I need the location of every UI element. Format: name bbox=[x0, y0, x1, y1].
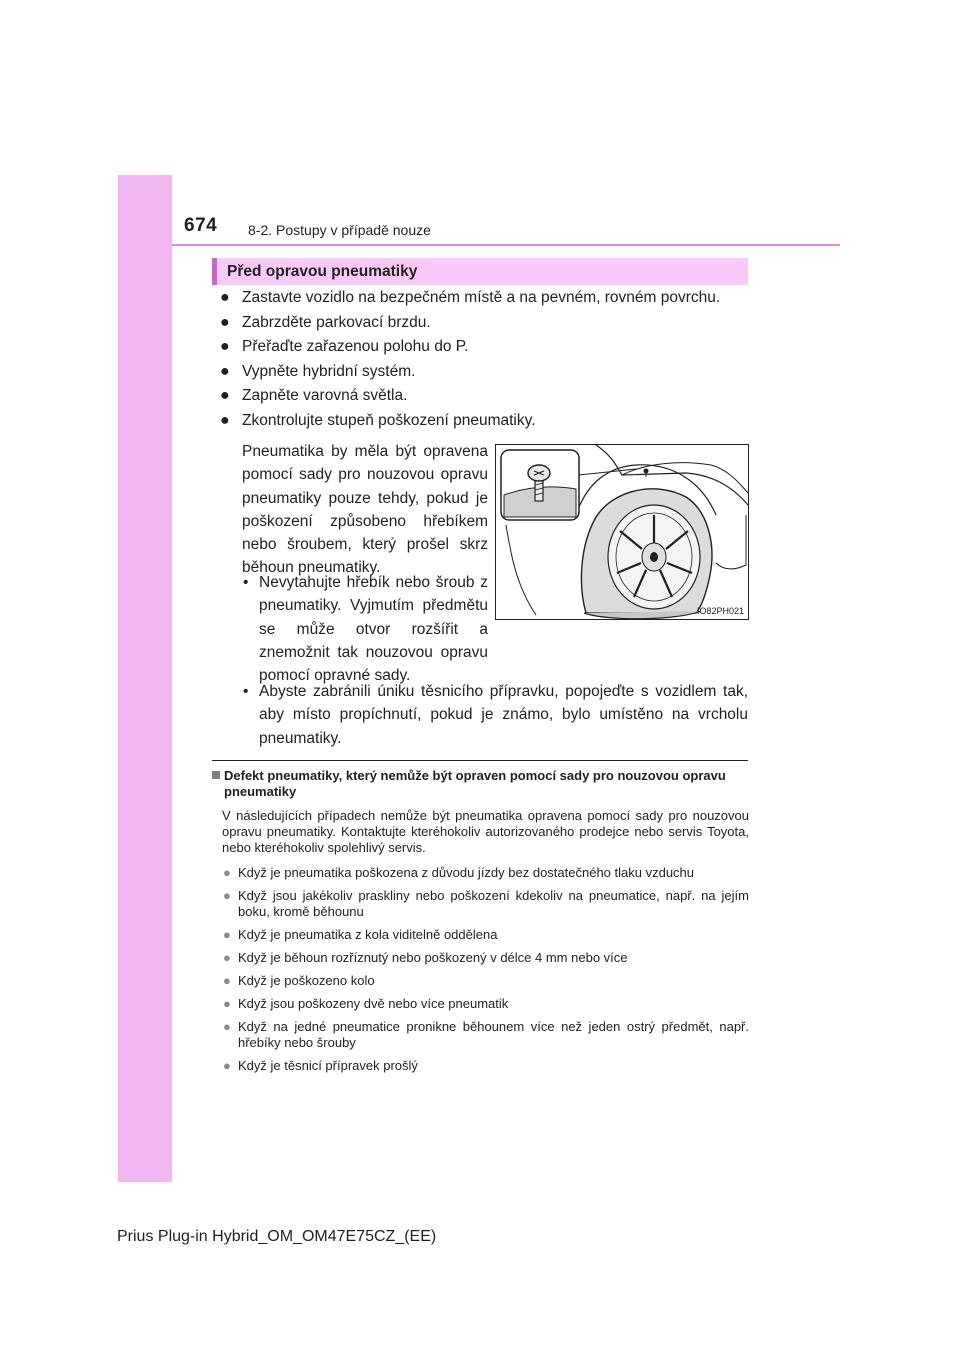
list-item: ● Vypněte hybridní systém. bbox=[220, 362, 416, 380]
bullet-icon: ● bbox=[220, 362, 230, 380]
list-item: ● Když je pneumatika poškozena z důvodu jízdy bez dostatečného tlaku vzduchu bbox=[223, 865, 695, 880]
list-item: ● Když je těsnicí přípravek prošlý bbox=[223, 1058, 418, 1073]
list-item: ● Přeřaďte zařazenou polohu do P. bbox=[220, 338, 469, 355]
sub-bullet-icon: • bbox=[243, 574, 249, 591]
list-item: ● Zastavte vozidlo na bezpečném místě a na pevném, rovném povrchu. bbox=[220, 289, 721, 306]
list-item: ● Když je pneumatika z kola viditelně oddělena bbox=[223, 927, 498, 942]
side-tab-band bbox=[118, 175, 172, 1182]
list-item: ● Zkontrolujte stupeň poškození pneumatiky. bbox=[220, 411, 536, 429]
list-item: ● Když jsou jakékoliv praskliny nebo poškození kdekoliv na pneumatice, např. na jejím boku, kromě běhounu bbox=[223, 888, 749, 919]
list-item: ● Když jsou poškozeny dvě nebo více pneumatik bbox=[223, 996, 509, 1011]
list-item: ● Zabrzděte parkovací brzdu. bbox=[220, 313, 431, 331]
chapter-title: 8-2. Postupy v případě nouze bbox=[248, 222, 431, 238]
bullet-icon: ● bbox=[223, 865, 231, 880]
flat-tire-figure bbox=[495, 444, 749, 620]
info-block bbox=[212, 768, 749, 1081]
header-divider bbox=[172, 244, 840, 246]
bullet-icon: ● bbox=[220, 387, 230, 404]
list-item: ● Když je běhoun rozříznutý nebo poškozený v délce 4 mm nebo více bbox=[223, 950, 628, 965]
bullet-icon: ● bbox=[223, 927, 231, 942]
sub-bullet-icon: • bbox=[243, 683, 249, 700]
figure-code: IO82PH021 bbox=[696, 606, 744, 616]
bullet-icon: ● bbox=[223, 950, 231, 965]
bullet-icon: ● bbox=[223, 1058, 231, 1073]
bullet-icon: ● bbox=[220, 411, 230, 429]
info-list bbox=[212, 865, 749, 1074]
info-heading: Defekt pneumatiky, který nemůže být opraven pomocí sady pro nouzovou opravu pneumatiky bbox=[212, 768, 749, 800]
bullet-icon: ● bbox=[223, 888, 231, 903]
list-item: ● Když na jedné pneumatice pronikne běhounem více než jeden ostrý předmět, např. hřebíky nebo šrouby bbox=[223, 1019, 749, 1050]
info-intro: V následujících případech nemůže být pneumatika opravena pomocí sady pro nouzovou opravu pneumatiky. Kontaktujte kteréhokoliv autorizovaného prodejce nebo servis Toyota, nebo kteréhokoliv spolehlivý servis. bbox=[222, 808, 749, 855]
bullet-icon: ● bbox=[223, 1019, 231, 1034]
bullet-icon: ● bbox=[223, 996, 231, 1011]
square-bullet-icon bbox=[212, 771, 220, 779]
section-title: Před opravou pneumatiky bbox=[212, 258, 748, 285]
page-number: 674 bbox=[184, 215, 218, 236]
bullet-icon: ● bbox=[220, 313, 230, 331]
bullet-icon: ● bbox=[223, 973, 231, 988]
flat-tire-with-screw-illustration bbox=[496, 445, 748, 619]
bullet-icon: ● bbox=[220, 338, 230, 355]
tire-damage-paragraph: Pneumatika by měla být opravena pomocí sady pro nouzovou opravu pneumatiky pouze tehdy, pokud je poškození způsobeno hřebíkem nebo šroubem, který prošel skrz běhoun pneumatiky. bbox=[242, 443, 488, 577]
bullet-icon: ● bbox=[220, 289, 230, 306]
list-item: ● Když je poškozeno kolo bbox=[223, 973, 375, 988]
sub-bullet-item: • Nevytahujte hřebík nebo šroub z pneumatiky. Vyjmutím předmětu se může otvor rozšířit a znemožnit tak nouzovou opravu pomocí opravné sady. bbox=[259, 571, 488, 687]
footer-document-id: Prius Plug-in Hybrid_OM_OM47E75CZ_(EE) bbox=[117, 1228, 437, 1245]
section-divider bbox=[212, 760, 748, 761]
sub-bullet-item: • Abyste zabránili úniku těsnicího přípravku, popojeďte s vozidlem tak, aby místo propíchnutí, pokud je známo, bylo umístěno na vrcholu pneumatiky. bbox=[259, 680, 748, 750]
list-item: ● Zapněte varovná světla. bbox=[220, 387, 408, 404]
checklist bbox=[220, 288, 760, 435]
